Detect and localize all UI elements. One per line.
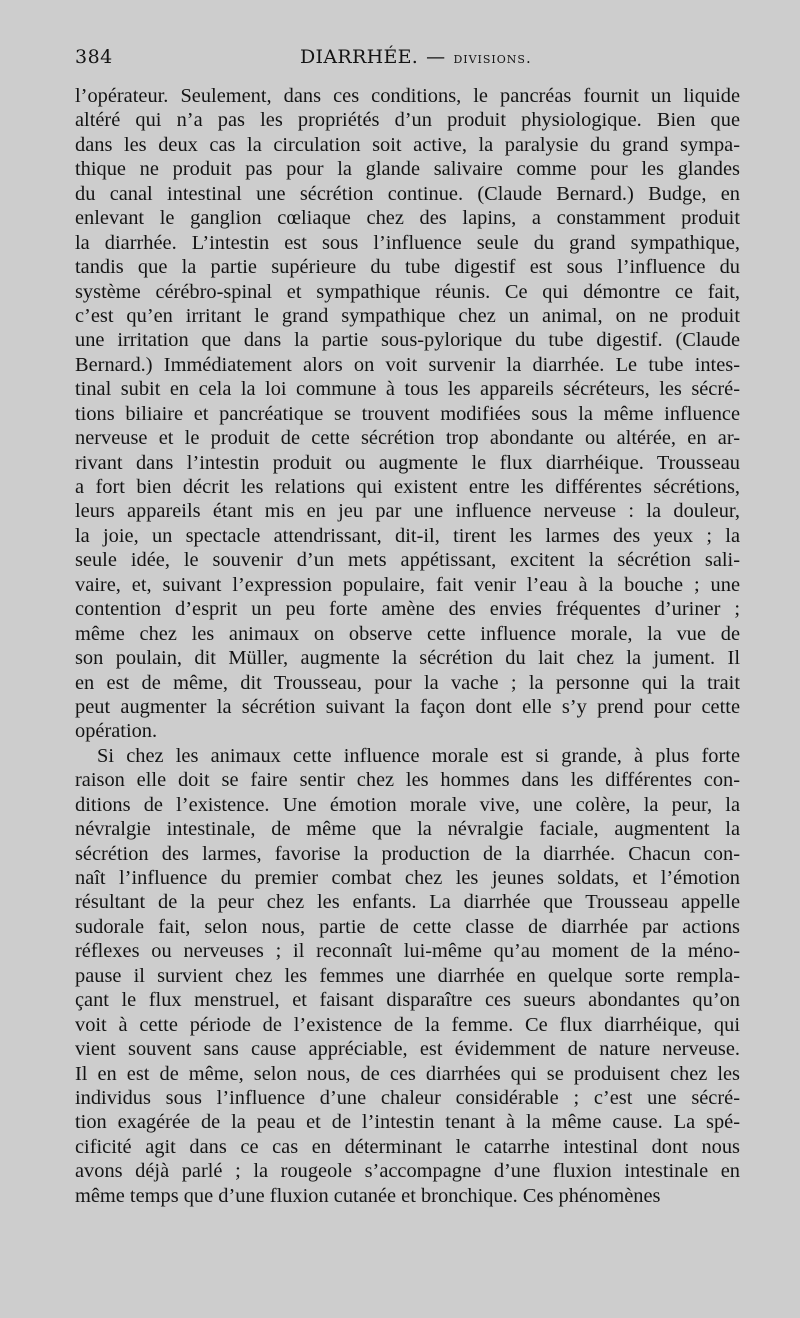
text-line: opération. bbox=[75, 720, 158, 743]
text-line: thique ne produit pas pour la glande salivaire comme pour les glandes bbox=[75, 158, 740, 181]
running-title-main: DIARRHÉE. bbox=[300, 46, 419, 68]
text-line: tinal subit en cela la loi commune à tous les appareils sécréteurs, les sécré- bbox=[75, 378, 740, 401]
text-line: tandis que la partie supérieure du tube digestif est sous l’influence du bbox=[75, 256, 740, 279]
text-line: la joie, un spectacle attendrissant, dit-il, tirent les larmes des yeux ; la bbox=[75, 524, 740, 547]
text-line: Si chez les animaux cette influence morale est si grande, à plus forte bbox=[97, 744, 740, 767]
running-title-separator: — bbox=[426, 46, 446, 68]
paragraph bbox=[75, 744, 740, 1208]
running-title-subtitle: divisions. bbox=[453, 49, 532, 67]
text-line: cificité agit dans ce cas en déterminant le catarrhe intestinal dont nous bbox=[75, 1135, 740, 1158]
text-line: en est de même, dit Trousseau, pour la vache ; la personne qui la trait bbox=[75, 671, 740, 694]
text-line: Il en est de même, selon nous, de ces diarrhées qui se produisent chez les bbox=[75, 1062, 740, 1085]
text-line: Bernard.) Immédiatement alors on voit survenir la diarrhée. Le tube intes- bbox=[75, 353, 740, 376]
text-line: tions biliaire et pancréatique se trouvent modifiées sous la même influence bbox=[75, 402, 740, 425]
text-line: enlevant le ganglion cœliaque chez des lapins, a constamment produit bbox=[75, 207, 740, 230]
running-title bbox=[300, 46, 532, 68]
text-line: nerveuse et le produit de cette sécrétion trop abondante ou altérée, en ar- bbox=[75, 427, 740, 450]
text-line: contention d’esprit un peu forte amène des envies fréquentes d’uriner ; bbox=[75, 598, 740, 621]
text-line: système cérébro-spinal et sympathique réunis. Ce qui démontre ce fait, bbox=[75, 280, 740, 303]
text-line: son poulain, dit Müller, augmente la sécrétion du lait chez la jument. Il bbox=[75, 647, 740, 670]
text-line: vaire, et, suivant l’expression populaire, fait venir l’eau à la bouche ; une bbox=[75, 573, 740, 596]
body-text bbox=[75, 84, 740, 1208]
text-line: pause il survient chez les femmes une diarrhée en quelque sorte rempla- bbox=[75, 964, 740, 987]
text-line: l’opérateur. Seulement, dans ces conditions, le pancréas fournit un liquide bbox=[75, 85, 740, 107]
text-line: rivant dans l’intestin produit ou augmente le flux diarrhéique. Trousseau bbox=[75, 451, 740, 474]
text-line: ditions de l’existence. Une émotion morale vive, une colère, la peur, la bbox=[75, 793, 740, 816]
text-line: naît l’influence du premier combat chez les jeunes soldats, et l’émotion bbox=[75, 867, 740, 889]
text-line: du canal intestinal une sécrétion continue. (Claude Bernard.) Budge, en bbox=[75, 182, 740, 205]
text-line: la diarrhée. L’intestin est sous l’influence seule du grand sympathique, bbox=[75, 231, 740, 254]
page-header bbox=[75, 46, 740, 76]
text-line: leurs appareils étant mis en jeu par une influence nerveuse : la douleur, bbox=[75, 500, 740, 523]
text-line: c’est qu’en irritant le grand sympathique chez un animal, on ne produit bbox=[75, 304, 740, 327]
text-line: réflexes ou nerveuses ; il reconnaît lui-même qu’au moment de la méno- bbox=[75, 940, 740, 963]
paragraph bbox=[75, 84, 740, 744]
text-line: dans les deux cas la circulation soit active, la paralysie du grand sympa- bbox=[75, 133, 740, 156]
text-line: vient souvent sans cause appréciable, est évidemment de nature nerveuse. bbox=[75, 1038, 740, 1061]
text-line: tion exagérée de la peau et de l’intestin tenant à la même cause. La spé- bbox=[75, 1111, 740, 1134]
text-line: une irritation que dans la partie sous-pylorique du tube digestif. (Claude bbox=[75, 329, 740, 352]
text-line: résultant de la peur chez les enfants. La diarrhée que Trousseau appelle bbox=[75, 891, 740, 914]
text-line: altéré qui n’a pas les propriétés d’un produit physiologique. Bien que bbox=[75, 109, 740, 132]
text-line: sudorale fait, selon nous, partie de cette classe de diarrhée par actions bbox=[75, 915, 740, 938]
text-line: même temps que d’une fluxion cutanée et bronchique. Ces phénomènes bbox=[75, 1184, 661, 1207]
text-line: raison elle doit se faire sentir chez les hommes dans les différentes con- bbox=[75, 769, 740, 792]
paragraphs bbox=[75, 84, 740, 1208]
text-line: voit à cette période de l’existence de la femme. Ce flux diarrhéique, qui bbox=[75, 1013, 740, 1036]
text-line: peut augmenter la sécrétion suivant la façon dont elle s’y prend pour cette bbox=[75, 695, 740, 718]
text-line: çant le flux menstruel, et faisant disparaître ces sueurs abondantes qu’on bbox=[75, 989, 740, 1012]
text-line: a fort bien décrit les relations qui existent entre les différentes sécrétions, bbox=[75, 476, 740, 498]
text-line: sécrétion des larmes, favorise la production de la diarrhée. Chacun con- bbox=[75, 842, 740, 865]
text-line: seule idée, le souvenir d’un mets appétissant, excitent la sécrétion sali- bbox=[75, 549, 740, 572]
text-line: avons déjà parlé ; la rougeole s’accompagne d’une fluxion intestinale en bbox=[75, 1160, 740, 1183]
page-number: 384 bbox=[75, 46, 113, 68]
text-line: même chez les animaux on observe cette influence morale, la vue de bbox=[75, 622, 740, 645]
text-line: névralgie intestinale, de même que la névralgie faciale, augmentent la bbox=[75, 818, 740, 841]
text-line: individus sous l’influence d’une chaleur considérable ; c’est une sécré- bbox=[75, 1086, 740, 1109]
